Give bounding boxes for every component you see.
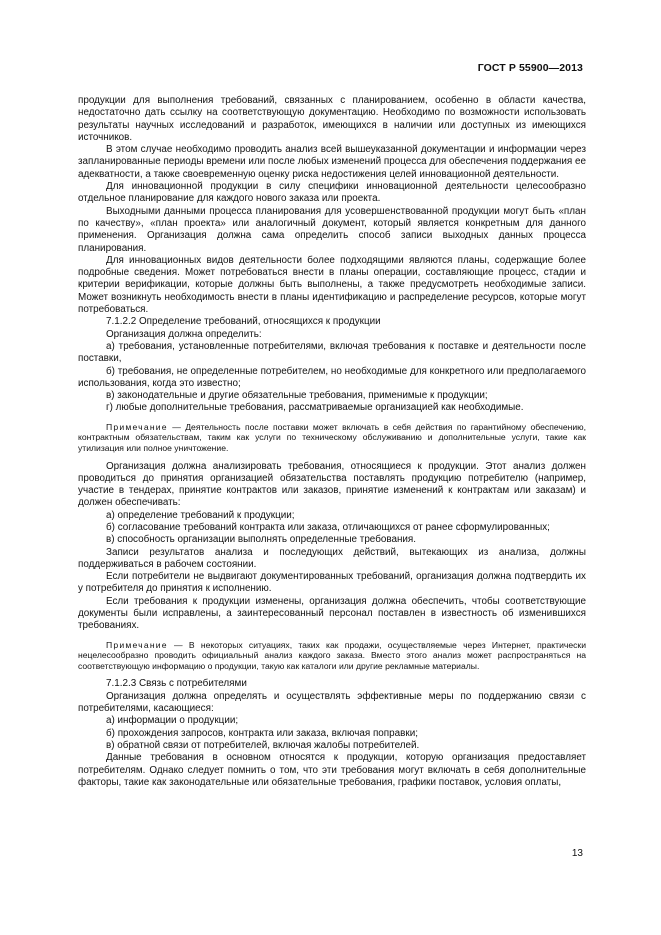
paragraph: Для инновационных видов деятельности более подходящими являются планы, содержащие более подробные сведения. Может потребоваться внести в планы операции, составляющие процесс, стадии и критерии верификации, которые должны быть выполнены, а также предусмотреть необходимые записи. Может возникнуть необходимость внести в планы идентификацию и распределение ресурсов, которые могут потребоваться. (78, 254, 586, 316)
list-item: а) требования, установленные потребителями, включая требования к поставке и деятельности после поставки, (78, 340, 586, 365)
paragraph: Организация должна определить: (106, 328, 262, 340)
paragraph: Данные требования в основном относятся к продукции, которую организация предоставляет потребителям. Однако следует помнить о том, что эти требования могут включать в себя дополнительные факторы, такие как законодательные или обязательные требования, графики поставок, условия оплаты, (78, 752, 586, 788)
paragraph: продукции для выполнения требований, связанных с планированием, особенно в области качества, недостаточно дать ссылку на соответствующую документацию. Необходимо по возможности использовать результаты научных исследований и разработок, имеющихся в наличии или доступных из имеющихся источников. (78, 95, 586, 143)
note-label: Примечание (106, 421, 168, 432)
list-item: б) прохождения запросов, контракта или заказа, включая поправки; (106, 727, 418, 739)
paragraph: В этом случае необходимо проводить анализ всей вышеуказанной документации и информации через запланированные периоды времени или после любых изменений процесса для обеспечения поддержания ее адекватности, а также своевременную оценку риска недостижения целей инновационной деятельности. (78, 144, 586, 180)
paragraph: Выходными данными процесса планирования для усовершенствованной продукции могут быть «план по качеству», «план проекта» или аналогичный документ, который является конкретным для данного применения. Организация должна сама определить способ записи выходных данных процесса планирования. (78, 205, 586, 254)
note-label: Примечание (106, 639, 168, 650)
list-item: в) законодательные и другие обязательные требования, применимые к продукции; (106, 390, 488, 402)
list-item: а) определение требований к продукции; (106, 509, 295, 521)
list-item: в) обратной связи от потребителей, включая жалобы потребителей. (106, 739, 420, 751)
paragraph: Если потребители не выдвигают документированных требований, организация должна подтвердить их у потребителя до принятия к исполнению. (78, 571, 586, 595)
page-number: 13 (571, 848, 583, 859)
section-heading: 7.1.2.3 Связь с потребителями (106, 678, 247, 690)
standard-header: ГОСТ Р 55900—2013 (477, 62, 583, 74)
note (78, 640, 586, 672)
list-item: в) способность организации выполнять определенные требования. (106, 534, 417, 546)
list-item: б) требования, не определенные потребителем, но необходимые для конкретного или предполагаемого использования, когда это известно; (78, 365, 586, 389)
paragraph: Записи результатов анализа и последующих действий, вытекающих из анализа, должны поддерживаться в рабочем состоянии. (78, 546, 586, 570)
paragraph: Для инновационной продукции в силу специфики инновационной деятельности целесообразно отдельное планирование для каждого нового заказа или проекта. (78, 181, 586, 205)
note-text: — В некоторых ситуациях, таких как продажи, осуществляемые через Интернет, практически нецелесообразно проводить официальный анализ каждого заказа. Вместо этого анализ может распространяться на соответствующую информацию о продукции, такую как каталоги или другие рекламные материалы. (78, 639, 586, 671)
section-heading: 7.1.2.2 Определение требований, относящихся к продукции (106, 316, 381, 328)
note-text: — Деятельность после поставки может включать в себя действия по гарантийному обеспечению, контрактным обязательствам, таким как услуги по техническому обслуживанию и дополнительные услуги, такие как утилизация или полное уничтожение. (78, 421, 586, 453)
list-item: а) информации о продукции; (106, 715, 239, 727)
list-item: г) любые дополнительные требования, рассматриваемые организацией как необходимые. (106, 402, 524, 414)
paragraph: Если требования к продукции изменены, организация должна обеспечить, чтобы соответствующие документы были исправлены, а заинтересованный персонал поставлен в известность об изменившихся требованиях. (78, 595, 586, 632)
list-item: б) согласование требований контракта или заказа, отличающихся от ранее сформулированных; (106, 521, 550, 533)
paragraph: Организация должна определять и осуществлять эффективные меры по поддержанию связи с потребителями, касающиеся: (78, 690, 586, 715)
document-body (78, 95, 586, 789)
note (78, 422, 586, 454)
paragraph: Организация должна анализировать требования, относящиеся к продукции. Этот анализ должен проводиться до принятия организацией обязательства поставлять продукцию потребителю (например, участие в тендерах, принятие контрактов или заказов, принятие изменений к контрактам или заказам) и должен обеспечивать: (78, 460, 586, 509)
